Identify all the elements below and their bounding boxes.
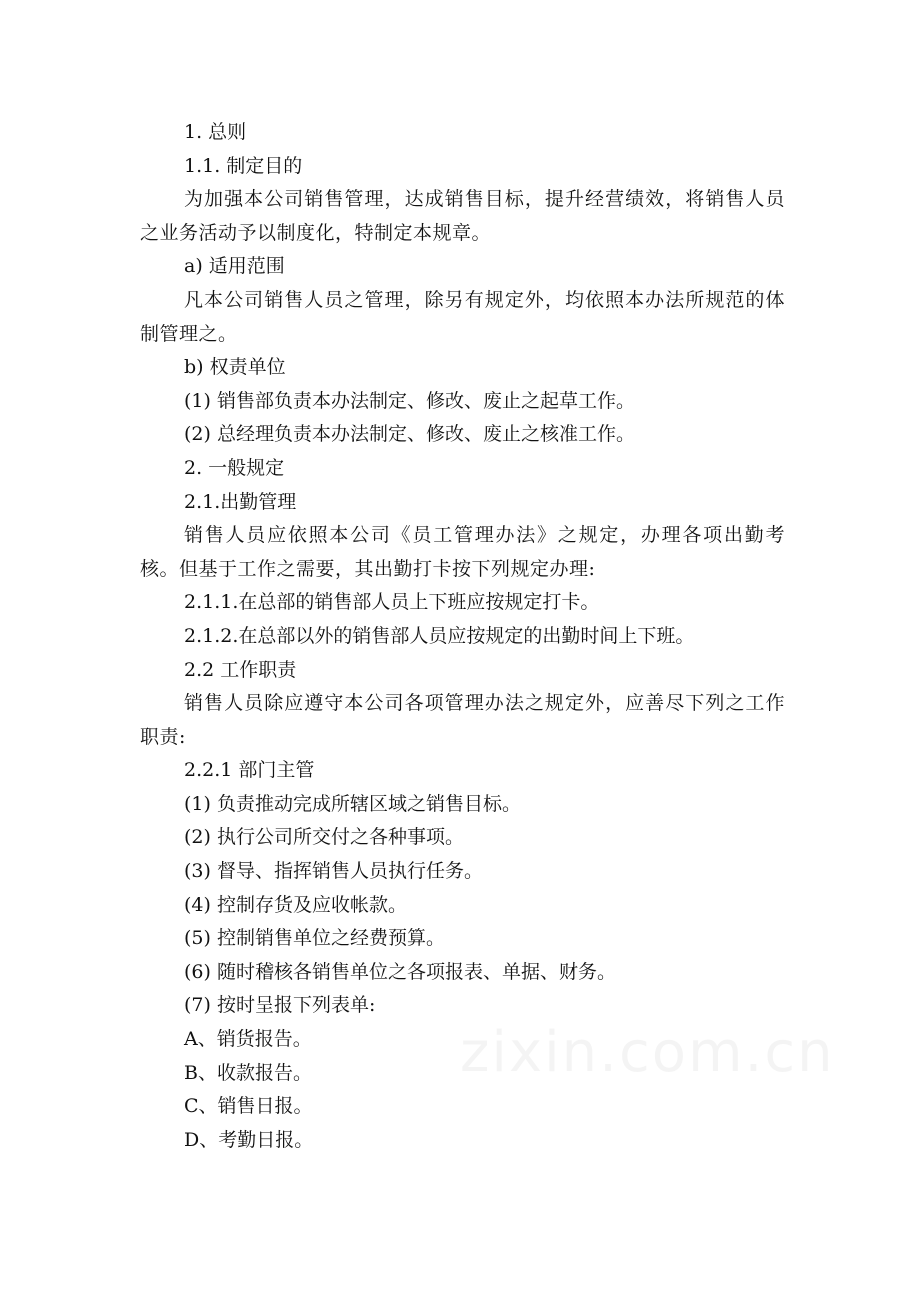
list-item: (7) 按时呈报下列表单: bbox=[184, 994, 376, 1017]
subsection-heading-2-2-1: 2.2.1 部门主管 bbox=[184, 759, 315, 782]
list-item: C、销售日报。 bbox=[184, 1095, 313, 1118]
list-item: (3) 督导、指挥销售人员执行任务。 bbox=[184, 860, 483, 883]
list-item: (2) 总经理负责本办法制定、修改、废止之核准工作。 bbox=[184, 423, 635, 446]
subsection-heading-1-1: 1.1. 制定目的 bbox=[184, 154, 303, 177]
paragraph-purpose: 为加强本公司销售管理，达成销售目标，提升经营绩效，将销售人员之业务活动予以制度化，特制定本规章。 bbox=[140, 188, 785, 244]
list-item: (5) 控制销售单位之经费预算。 bbox=[184, 927, 445, 950]
list-item: (1) 销售部负责本办法制定、修改、废止之起草工作。 bbox=[184, 389, 635, 412]
list-item: (6) 随时稽核各销售单位之各项报表、单据、财务。 bbox=[184, 960, 616, 983]
paragraph-duties: 销售人员除应遵守本公司各项管理办法之规定外，应善尽下列之工作职责: bbox=[140, 692, 785, 748]
section-heading-1: 1. 总则 bbox=[184, 121, 247, 143]
list-item: 2.1.1.在总部的销售部人员上下班应按规定打卡。 bbox=[184, 591, 600, 614]
paragraph-attendance: 销售人员应依照本公司《员工管理办法》之规定，办理各项出勤考核。但基于工作之需要，其出勤打卡按下列规定办理: bbox=[140, 524, 785, 580]
list-item: D、考勤日报。 bbox=[184, 1128, 314, 1151]
paragraph-scope: 凡本公司销售人员之管理，除另有规定外，均依照本办法所规范的体制管理之。 bbox=[140, 288, 785, 345]
section-heading-2: 2. 一般规定 bbox=[184, 456, 285, 479]
list-item: A、销货报告。 bbox=[184, 1028, 312, 1051]
list-item: (4) 控制存货及应收帐款。 bbox=[184, 893, 407, 916]
list-item: 2.1.2.在总部以外的销售部人员应按规定的出勤时间上下班。 bbox=[184, 624, 695, 647]
list-item: (1) 负责推动完成所辖区域之销售目标。 bbox=[184, 792, 521, 815]
subsection-heading-2-1: 2.1.出勤管理 bbox=[184, 490, 297, 513]
list-item: B、收款报告。 bbox=[184, 1061, 312, 1084]
heading-scope: a) 适用范围 bbox=[184, 255, 285, 278]
subsection-heading-2-2: 2.2 工作职责 bbox=[184, 658, 297, 681]
heading-responsibility-unit: b) 权责单位 bbox=[184, 356, 286, 379]
document-body bbox=[140, 116, 785, 1157]
list-item: (2) 执行公司所交付之各种事项。 bbox=[184, 826, 464, 849]
